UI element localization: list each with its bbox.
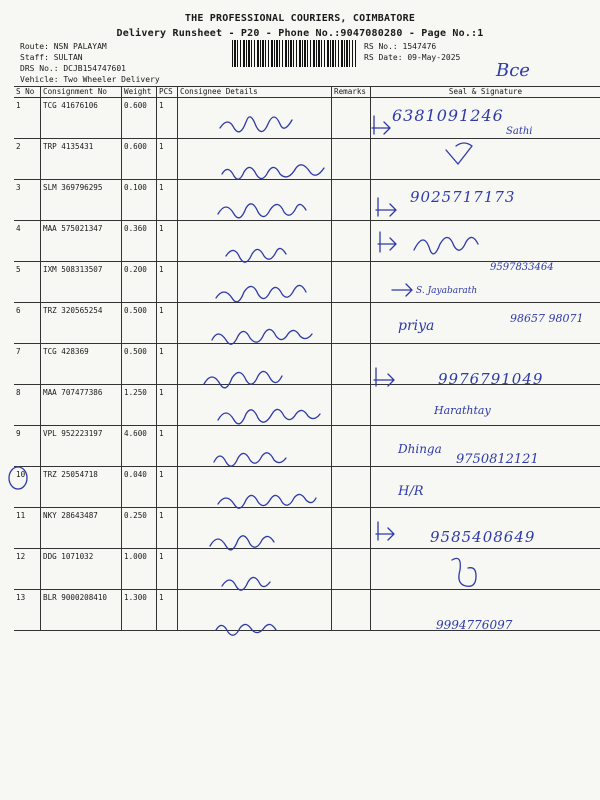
- row-sno: 8: [14, 385, 41, 426]
- row-consignment: IXM 508313507: [41, 262, 122, 303]
- barcode: [232, 40, 356, 67]
- row-weight: 0.100: [122, 180, 157, 221]
- row-weight: 0.500: [122, 303, 157, 344]
- row-remarks: [332, 303, 371, 344]
- row-signature: [371, 221, 600, 262]
- route-text: Route: NSN PALAYAM: [20, 42, 107, 51]
- row-weight: 1.250: [122, 385, 157, 426]
- row-weight: 0.500: [122, 344, 157, 385]
- table-row: [14, 467, 600, 508]
- row-weight: 0.600: [122, 139, 157, 180]
- row-sno: 1: [14, 98, 41, 139]
- row-pcs: 1: [157, 180, 178, 221]
- row-consignee: [178, 467, 332, 508]
- row-consignment: TCG 41676106: [41, 98, 122, 139]
- phone-1: 6381091246: [392, 106, 504, 125]
- row-consignment: VPL 952223197: [41, 426, 122, 467]
- row-sno: 7: [14, 344, 41, 385]
- row-remarks: [332, 139, 371, 180]
- row-consignee: [178, 180, 332, 221]
- row-pcs: 1: [157, 426, 178, 467]
- rs-date: RS Date: 09-May-2025: [364, 53, 461, 62]
- row-weight: 0.040: [122, 467, 157, 508]
- phone-13: 9994776097: [436, 618, 513, 632]
- row-consignee: [178, 98, 332, 139]
- row-consignment: DDG 1071032: [41, 549, 122, 590]
- row-consignment: TRZ 320565254: [41, 303, 122, 344]
- row-remarks: [332, 508, 371, 549]
- row-pcs: 1: [157, 549, 178, 590]
- row-remarks: [332, 385, 371, 426]
- note-6: priya: [398, 318, 435, 334]
- name-1: Sathi: [506, 126, 533, 137]
- col-pcs: PCS: [157, 87, 178, 98]
- row-consignment: TRP 4135431: [41, 139, 122, 180]
- row-weight: 0.360: [122, 221, 157, 262]
- col-weight: Weight: [122, 87, 157, 98]
- row-sno: 6: [14, 303, 41, 344]
- staff-text: Staff: SULTAN: [20, 53, 83, 62]
- row-consignee: [178, 262, 332, 303]
- note-10: H/R: [398, 484, 424, 499]
- row-pcs: 1: [157, 303, 178, 344]
- table-row: [14, 139, 600, 180]
- row-consignment: MAA 575021347: [41, 221, 122, 262]
- row-sno: 4: [14, 221, 41, 262]
- sign-8: Harathtay: [434, 404, 491, 417]
- row-consignment: SLM 369796295: [41, 180, 122, 221]
- row-weight: 0.200: [122, 262, 157, 303]
- phone-3: 9025717173: [410, 188, 516, 206]
- row-consignment: TRZ 25054718: [41, 467, 122, 508]
- table-row: [14, 385, 600, 426]
- corner-note: Bce: [496, 60, 530, 81]
- row-sno: 11: [14, 508, 41, 549]
- row-weight: 1.000: [122, 549, 157, 590]
- row-consignee: [178, 221, 332, 262]
- runsheet-title: Delivery Runsheet - P20 - Phone No.:9047080280 - Page No.:1: [116, 28, 484, 39]
- rs-number: RS No.: 1547476: [364, 42, 437, 51]
- row-consignee: [178, 344, 332, 385]
- row-remarks: [332, 262, 371, 303]
- table-row: [14, 221, 600, 262]
- row-pcs: 1: [157, 98, 178, 139]
- sign-9: Dhinga: [398, 442, 442, 456]
- phone-9: 9750812121: [456, 452, 539, 467]
- row-pcs: 1: [157, 139, 178, 180]
- row-sno: 5: [14, 262, 41, 303]
- row-pcs: 1: [157, 262, 178, 303]
- row-remarks: [332, 344, 371, 385]
- row-remarks: [332, 426, 371, 467]
- runsheet-table: [14, 86, 600, 631]
- row-sno: 3: [14, 180, 41, 221]
- row-signature: [371, 139, 600, 180]
- row-pcs: 1: [157, 344, 178, 385]
- row-consignment: BLR 9000208410: [41, 590, 122, 631]
- table-row: [14, 549, 600, 590]
- row-consignee: [178, 590, 332, 631]
- row-sno: 13: [14, 590, 41, 631]
- col-sno: S No: [14, 87, 41, 98]
- row-remarks: [332, 467, 371, 508]
- table-header-row: [14, 87, 600, 98]
- row-pcs: 1: [157, 467, 178, 508]
- row-remarks: [332, 590, 371, 631]
- row-consignee: [178, 549, 332, 590]
- row-pcs: 1: [157, 221, 178, 262]
- row-signature: [371, 262, 600, 303]
- row-weight: 0.250: [122, 508, 157, 549]
- row-pcs: 1: [157, 385, 178, 426]
- row-remarks: [332, 549, 371, 590]
- row-remarks: [332, 180, 371, 221]
- col-consignment: Consignment No: [41, 87, 122, 98]
- row-weight: 0.600: [122, 98, 157, 139]
- row-sno: 2: [14, 139, 41, 180]
- row-pcs: 1: [157, 590, 178, 631]
- row-consignee: [178, 508, 332, 549]
- row-weight: 4.600: [122, 426, 157, 467]
- row-sno: 10: [14, 467, 41, 508]
- company-title: THE PROFESSIONAL COURIERS, COIMBATORE: [184, 13, 416, 24]
- row-consignment: MAA 707477386: [41, 385, 122, 426]
- row-sno: 12: [14, 549, 41, 590]
- row-consignee: [178, 385, 332, 426]
- col-consignee: Consignee Details: [178, 87, 332, 98]
- phone-5: 9597833464: [490, 262, 554, 273]
- row-consignee: [178, 139, 332, 180]
- row-sno: 9: [14, 426, 41, 467]
- row-consignment: NKY 28643487: [41, 508, 122, 549]
- row-weight: 1.300: [122, 590, 157, 631]
- phone-6: 98657 98071: [510, 312, 584, 325]
- col-signature: Seal & Signature: [371, 87, 600, 98]
- row-consignee: [178, 303, 332, 344]
- row-remarks: [332, 98, 371, 139]
- sign-5: S. Jayabarath: [416, 286, 478, 296]
- row-pcs: 1: [157, 508, 178, 549]
- row-remarks: [332, 221, 371, 262]
- drs-number: DRS No.: DCJB154747601: [20, 64, 126, 73]
- row-consignee: [178, 426, 332, 467]
- row-signature: [371, 549, 600, 590]
- row-consignment: TCG 428369: [41, 344, 122, 385]
- vehicle-text: Vehicle: Two Wheeler Delivery: [20, 75, 160, 84]
- col-remarks: Remarks: [332, 87, 371, 98]
- phone-7: 9976791049: [438, 370, 544, 388]
- phone-11: 9585408649: [430, 528, 536, 546]
